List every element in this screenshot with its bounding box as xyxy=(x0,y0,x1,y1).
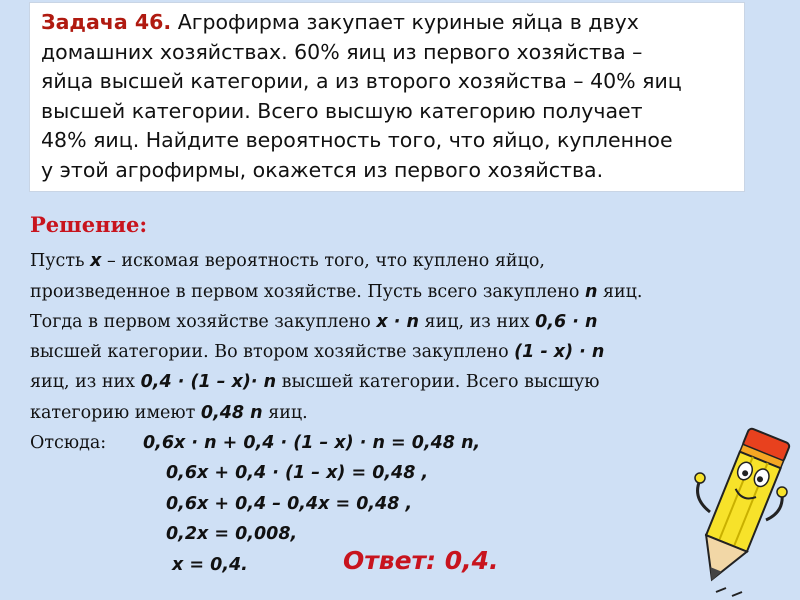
solution-line-2 xyxy=(30,282,643,302)
problem-line-1-text: Агрофирма закупает куриные яйца в двух xyxy=(177,10,639,34)
sol-expr: (1 - x) · n xyxy=(514,342,605,362)
problem-line-1 xyxy=(41,8,741,38)
problem-line-2: домашних хозяйствах. 60% яиц из первого хозяйства – xyxy=(41,39,643,64)
problem-line-5: 48% яиц. Найдите вероятность того, что яйцо, купленное xyxy=(41,128,673,152)
problem-line-4: высшей категории. Всего высшую категорию получает xyxy=(41,98,643,123)
problem-line-6: у этой агрофирмы, окажется из первого хозяйства. xyxy=(41,157,604,182)
problem-text xyxy=(41,8,741,185)
sol-text: категорию имеют xyxy=(30,403,201,423)
sol-text: яиц. xyxy=(262,403,308,423)
sol-text: высшей категории. Всего высшую xyxy=(276,372,600,392)
sol-text: высшей категории. Во втором хозяйстве закуплено xyxy=(30,342,515,362)
sol-text: Тогда в первом хозяйстве закуплено xyxy=(30,312,377,332)
sol-text: яиц. xyxy=(597,282,643,302)
sol-text: яиц, из них xyxy=(30,372,141,392)
equation-4: 0,2x = 0,008, xyxy=(166,524,298,544)
equation-3: 0,6x + 0,4 – 0,4x = 0,48 , xyxy=(166,494,413,514)
solution-line-6 xyxy=(30,403,308,423)
solution-line-3 xyxy=(30,312,597,332)
solution-line-4 xyxy=(30,342,604,362)
equation-2: 0,6x + 0,4 · (1 – x) = 0,48 , xyxy=(166,463,429,483)
sol-var-x: x xyxy=(90,251,102,271)
sol-expr: 0,48 n xyxy=(200,403,263,423)
equation-1: 0,6x · n + 0,4 · (1 – x) · n = 0,48 n, xyxy=(143,433,481,453)
solution-hence: Отсюда: xyxy=(30,433,107,453)
sol-text: Пусть xyxy=(30,251,91,271)
pencil-mascot-icon xyxy=(680,420,800,600)
problem-label: Задача 46. xyxy=(41,10,172,34)
solution-line-5 xyxy=(30,372,600,392)
sol-expr: 0,4 · (1 – x)· n xyxy=(140,372,277,392)
sol-expr: 0,6 · n xyxy=(535,312,598,332)
answer-text: Ответ: 0,4. xyxy=(343,546,499,575)
sol-expr: x · n xyxy=(376,312,419,332)
sol-text: яиц, из них xyxy=(418,312,536,332)
sol-text: произведенное в первом хозяйстве. Пусть всего закуплено xyxy=(30,282,585,302)
solution-title: Решение: xyxy=(30,212,148,237)
solution-line-1 xyxy=(30,251,545,271)
sol-text: – искомая вероятность того, что куплено яйцо, xyxy=(101,251,545,271)
equation-5: x = 0,4. xyxy=(172,555,248,575)
sol-var-n: n xyxy=(584,282,598,302)
problem-line-3: яйца высшей категории, а из второго хозяйства – 40% яиц xyxy=(41,69,682,93)
